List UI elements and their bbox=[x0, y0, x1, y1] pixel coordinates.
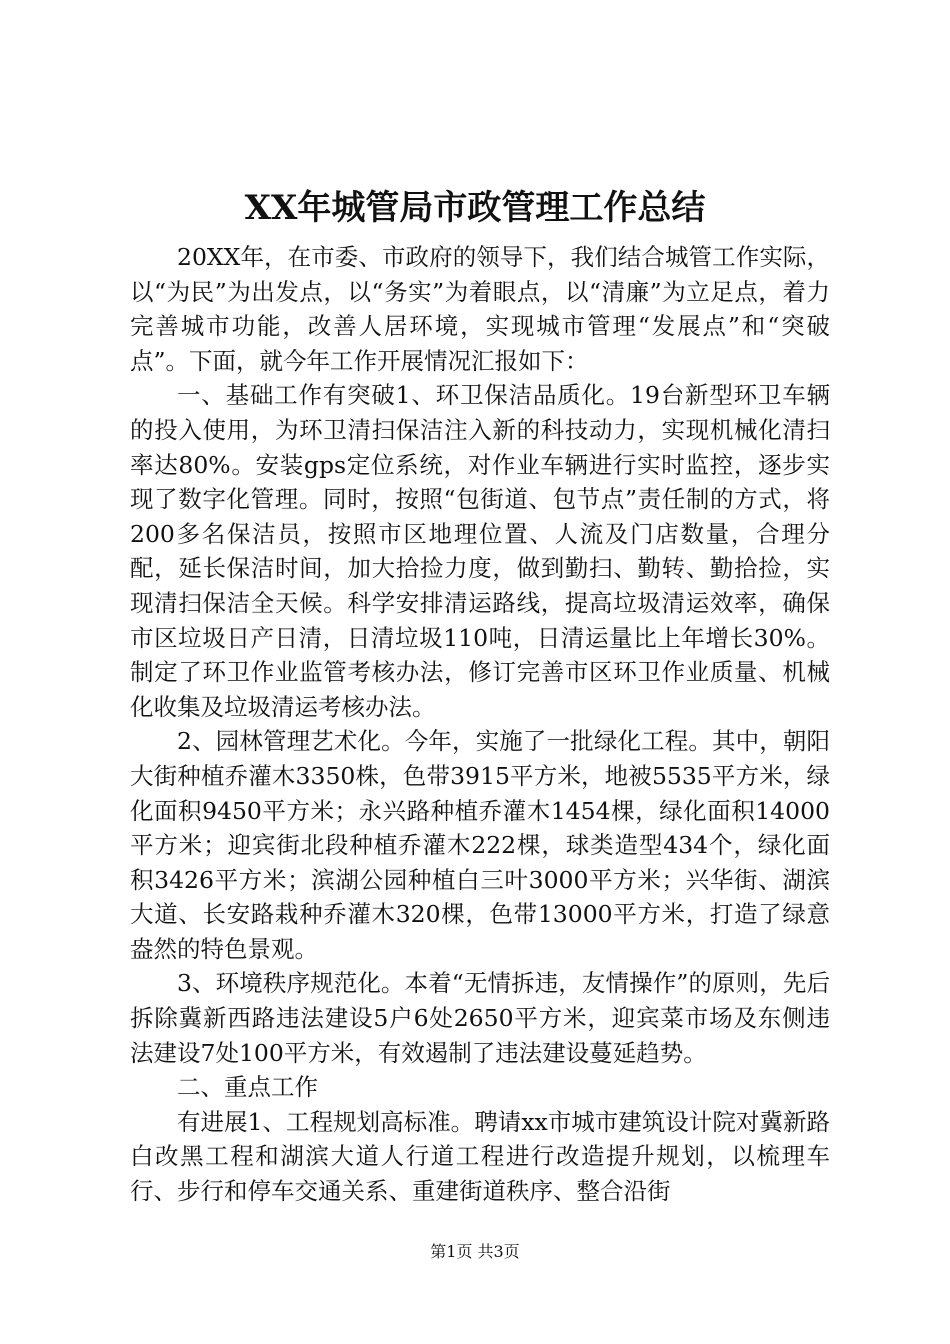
paragraph-sanitation: 一、基础工作有突破1、环卫保洁品质化。19台新型环卫车辆的投入使用，为环卫清扫保洁注入新的科技动力，实现机械化清扫率达80%。安装gps定位系统，对作业车辆进行实时监控，逐步实现了数字化管理。同时，按照“包街道、包节点”责任制的方式，将200多名保洁员，按照市区地理位置、人流及门店数量，合理分配，延长保洁时间，加大拾捡力度，做到勤扫、勤转、勤拾捡，实现清扫保洁全天候。科学安排清运路线，提高垃圾清运效率，确保市区垃圾日产日清，日清垃圾110吨，日清运量比上年增长30%。制定了环卫作业监管考核办法，修订完善市区环卫作业质量、机械化收集及垃圾清运考核办法。 bbox=[130, 381, 830, 721]
paragraph-section-heading: 二、重点工作 bbox=[177, 1073, 318, 1102]
paragraph-landscaping: 2、园林管理艺术化。今年，实施了一批绿化工程。其中，朝阳大街种植乔灌木3350株，色带3915平方米，地被5535平方米，绿化面积9450平方米；永兴路种植乔灌木1454棵，绿化面积14000平方米；迎宾街北段种植乔灌木222棵，球类造型434个，绿化面积3426平方米；滨湖公园种植白三叶3000平方米；兴华街、湖滨大道、长安路栽种乔灌木320棵，色带13000平方米，打造了绿意盎然的特色景观。 bbox=[130, 727, 830, 963]
paragraph-environment-order: 3、环境秩序规范化。本着“无情拆违，友情操作”的原则，先后拆除冀新西路违法建设5户6处2650平方米，迎宾菜市场及东侧违法建设7处100平方米，有效遏制了违法建设蔓延趋势。 bbox=[130, 969, 830, 1067]
paragraph-intro: 20XX年，在市委、市政府的领导下，我们结合城管工作实际，以“为民”为出发点，以“务实”为着眼点，以“清廉”为立足点，着力完善城市功能，改善人居环境，实现城市管理“发展点”和“突破点”。下面，就今年工作开展情况汇报如下： bbox=[130, 243, 830, 375]
page-footer: 第1页 共3页 bbox=[430, 1242, 520, 1261]
document-body bbox=[130, 240, 830, 1209]
paragraph-engineering-planning: 有进展1、工程规划高标准。聘请xx市城市建筑设计院对冀新路白改黑工程和湖滨大道人行道工程进行改造提升规划，以梳理车行、步行和停车交通关系、重建街道秩序、整合沿街 bbox=[130, 1107, 830, 1206]
document-title: XX年城管局市政管理工作总结 bbox=[244, 188, 706, 228]
